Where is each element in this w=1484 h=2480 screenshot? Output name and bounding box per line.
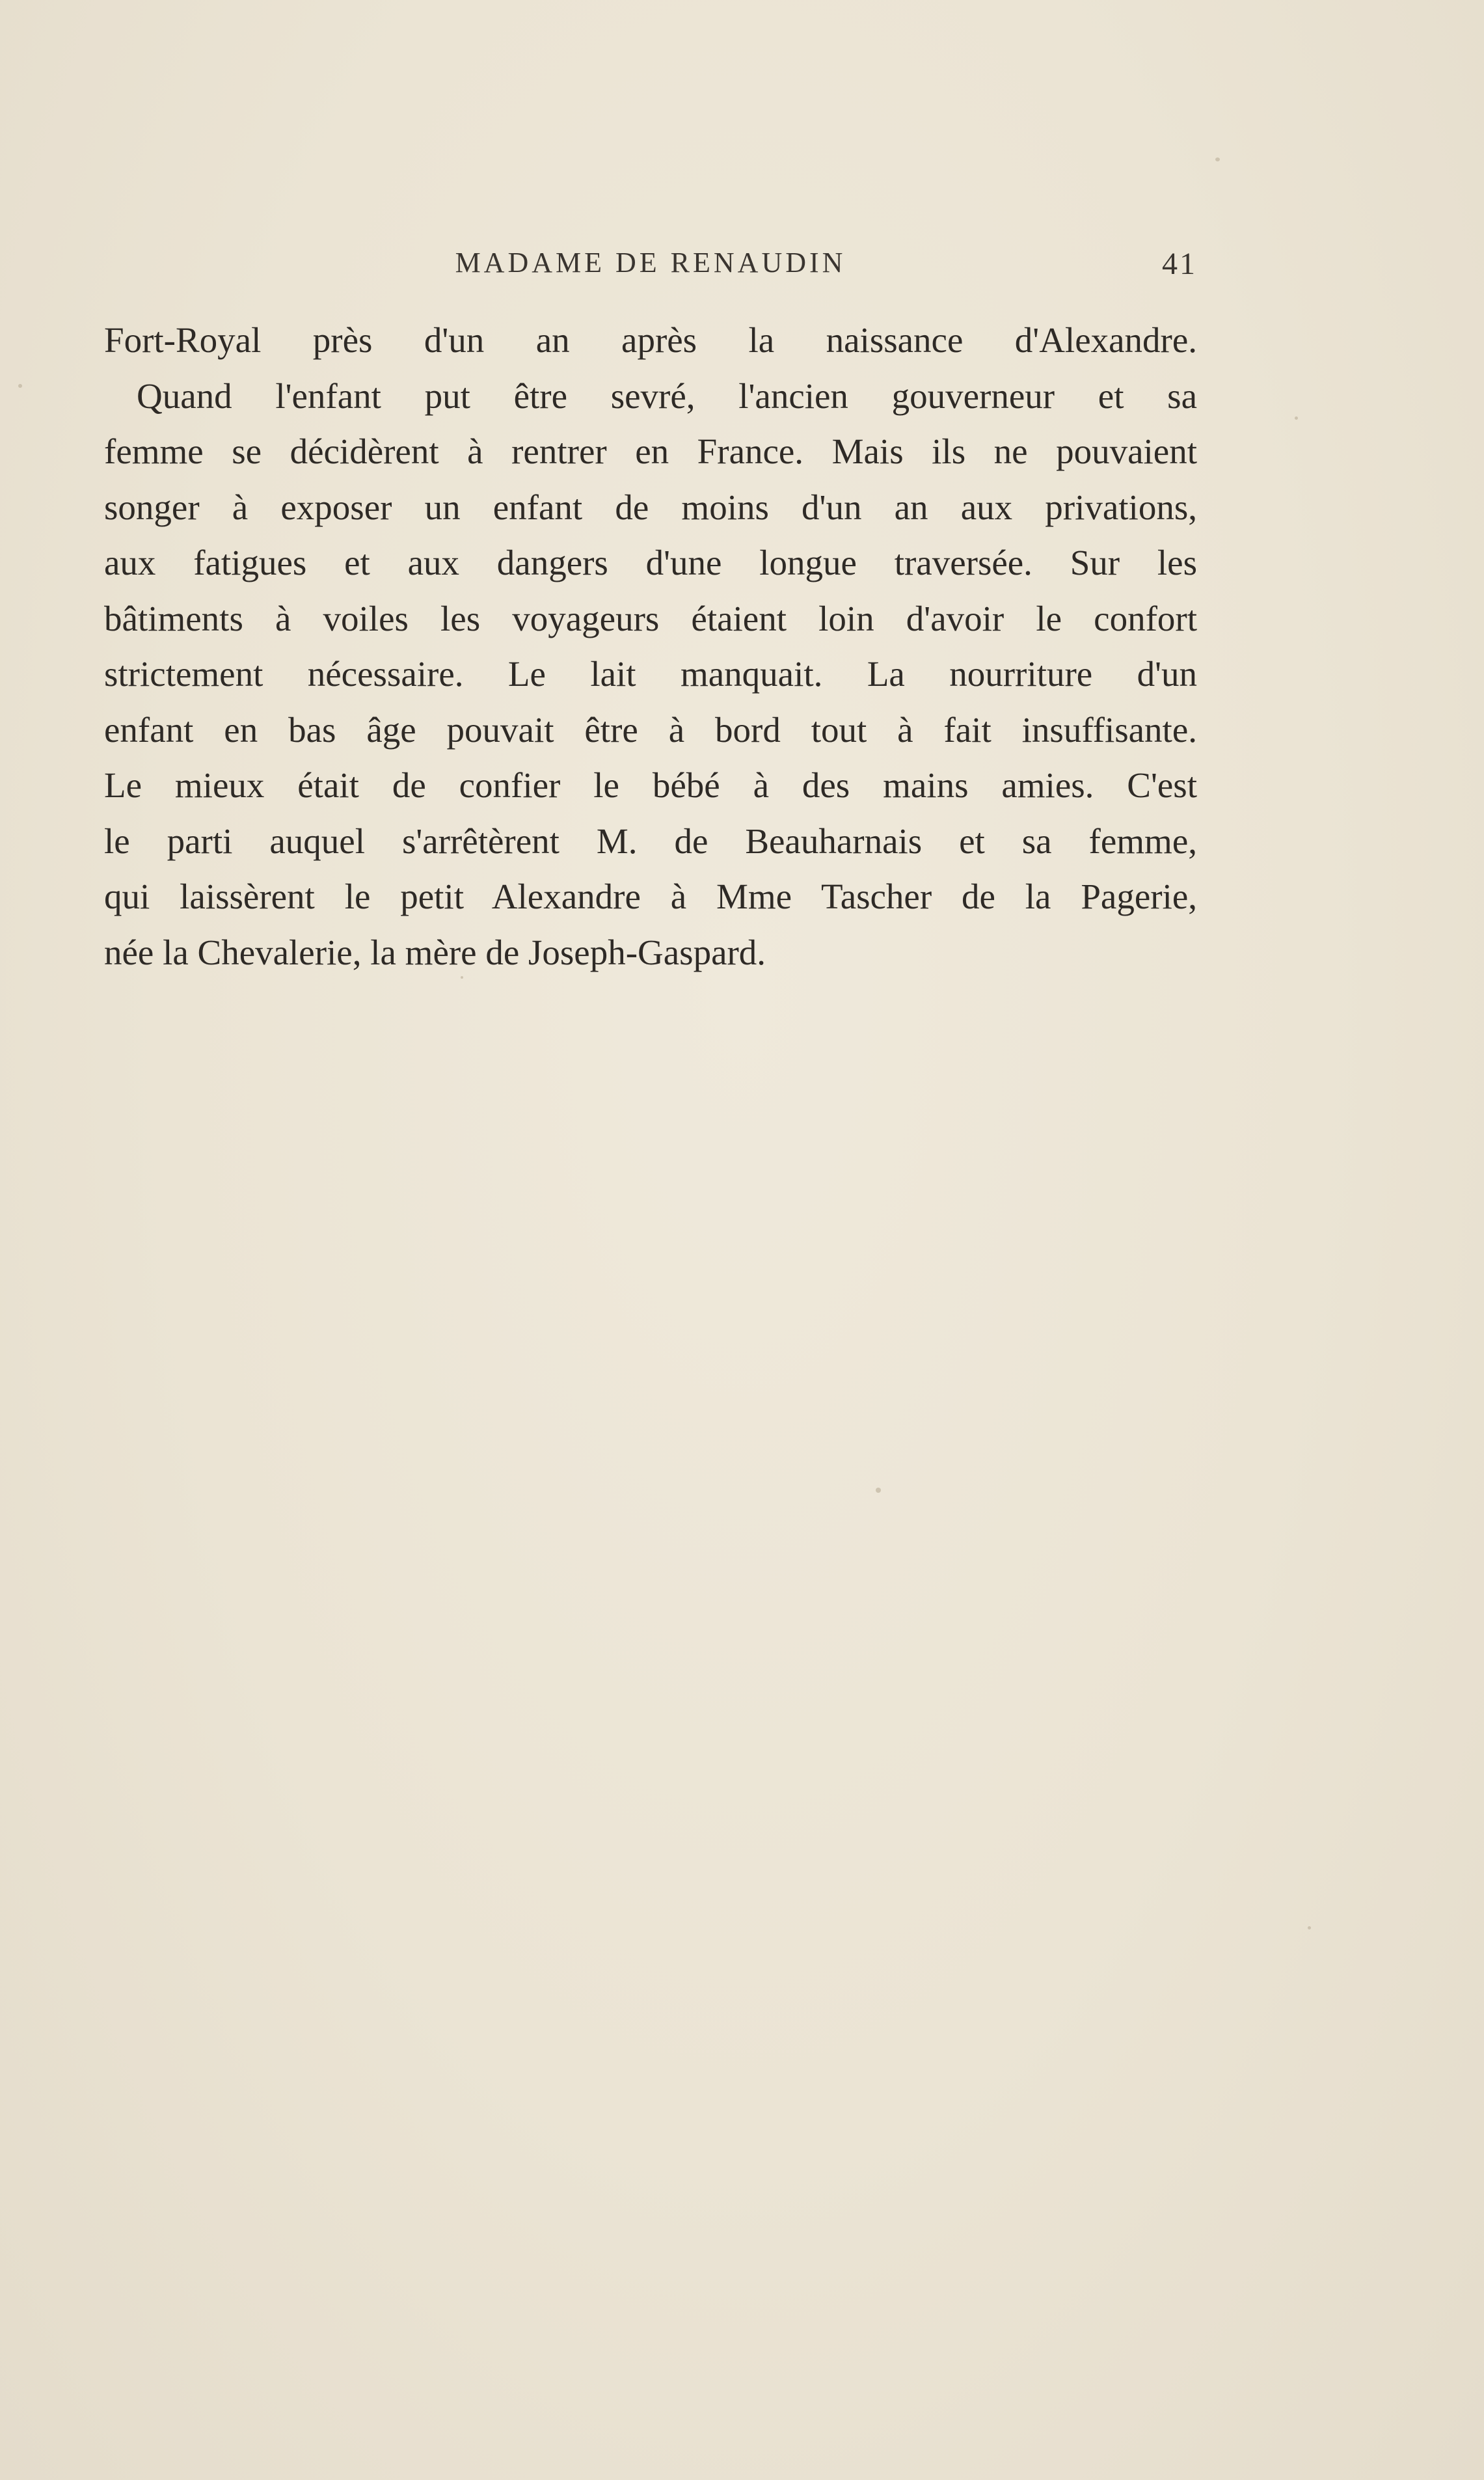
text-line: Fort-Royal près d'un an après la naissance d'Alexandre.	[104, 320, 1197, 360]
text-line: songer à exposer un enfant de moins d'un an aux privations,	[104, 487, 1197, 527]
paper-speck	[1295, 416, 1298, 420]
text-line: qui laissèrent le petit Alexandre à Mme Tascher de la Pagerie,	[104, 877, 1197, 916]
text-line: strictement nécessaire. Le lait manquait. La nourriture d'un	[104, 654, 1197, 694]
running-title: MADAME DE RENAUDIN	[455, 247, 846, 279]
body-paragraph	[104, 312, 1197, 980]
text-line: née la Chevalerie, la mère de Joseph-Gaspard.	[104, 932, 766, 972]
text-line: aux fatigues et aux dangers d'une longue traversée. Sur les	[104, 543, 1197, 582]
text-line: enfant en bas âge pouvait être à bord tout à fait insuffisante.	[104, 709, 1197, 750]
running-head	[104, 246, 1197, 292]
text-line: le parti auquel s'arrêtèrent M. de Beauharnais et sa femme,	[104, 821, 1197, 861]
paper-speck	[876, 1488, 881, 1493]
paper-speck	[1308, 1926, 1311, 1929]
text-line: femme se décidèrent à rentrer en France. Mais ils ne pouvaient	[104, 431, 1197, 471]
text-line: Quand l'enfant put être sevré, l'ancien gouverneur et sa	[137, 375, 1197, 416]
text-line: bâtiments à voiles les voyageurs étaient loin d'avoir le confort	[104, 598, 1197, 638]
paper-speck	[1215, 157, 1220, 161]
text-line: Le mieux était de confier le bébé à des mains amies. C'est	[104, 765, 1197, 805]
page-number: 41	[1162, 247, 1197, 281]
paper-speck	[18, 384, 22, 388]
